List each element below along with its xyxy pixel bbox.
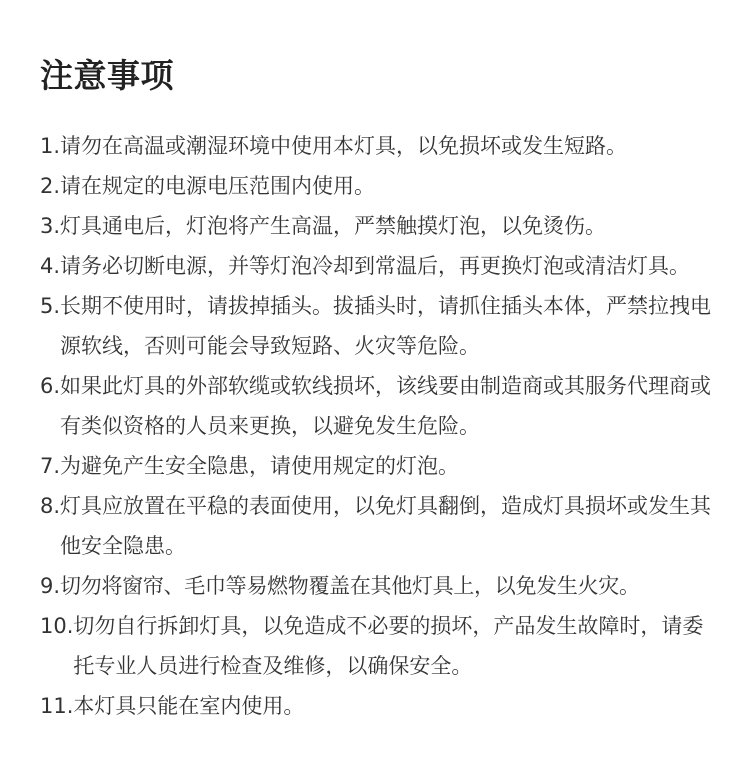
item-number: 4. (40, 254, 61, 278)
item-number: 3. (40, 214, 61, 238)
item-number: 2. (40, 174, 61, 198)
item-number: 7. (40, 454, 61, 478)
item-text: 如果此灯具的外部软缆或软线损坏，该线要由制造商或其服务代理商或有类似资格的人员来更换，以避免发生危险。 (60, 374, 712, 438)
item-text: 灯具通电后，灯泡将产生高温，严禁触摸灯泡，以免烫伤。 (60, 214, 607, 238)
notice-list (40, 126, 720, 726)
item-number: 9. (40, 574, 61, 598)
list-item (40, 366, 720, 446)
list-item (40, 166, 720, 206)
item-number: 1. (40, 134, 61, 158)
list-item (40, 686, 720, 726)
item-number: 11. (40, 694, 74, 718)
item-text: 切勿自行拆卸灯具，以免造成不必要的损坏，产品发生故障时，请委托专业人员进行检查及维修，以确保安全。 (73, 614, 704, 678)
item-text: 请在规定的电源电压范围内使用。 (60, 174, 376, 198)
item-text: 请勿在高温或潮湿环境中使用本灯具，以免损坏或发生短路。 (60, 134, 628, 158)
list-item (40, 566, 720, 606)
list-item (40, 126, 720, 166)
list-item (40, 486, 720, 566)
list-item (40, 206, 720, 246)
item-number: 8. (40, 494, 61, 518)
list-item (40, 446, 720, 486)
item-number: 6. (40, 374, 61, 398)
item-text: 为避免产生安全隐患，请使用规定的灯泡。 (60, 454, 460, 478)
item-number: 5. (40, 294, 61, 318)
item-number: 10. (40, 614, 74, 638)
item-text: 切勿将窗帘、毛巾等易燃物覆盖在其他灯具上，以免发生火灾。 (60, 574, 640, 598)
item-text: 本灯具只能在室内使用。 (73, 694, 305, 718)
item-text: 请务必切断电源，并等灯泡冷却到常温后，再更换灯泡或清洁灯具。 (60, 254, 691, 278)
page-title: 注意事项 (40, 56, 174, 95)
list-item (40, 606, 720, 686)
item-text: 长期不使用时，请拔掉插头。拔插头时，请抓住插头本体，严禁拉拽电源软线，否则可能会导致短路、火灾等危险。 (60, 294, 712, 358)
list-item (40, 246, 720, 286)
item-text: 灯具应放置在平稳的表面使用，以免灯具翻倒，造成灯具损坏或发生其他安全隐患。 (60, 494, 712, 558)
list-item (40, 286, 720, 366)
